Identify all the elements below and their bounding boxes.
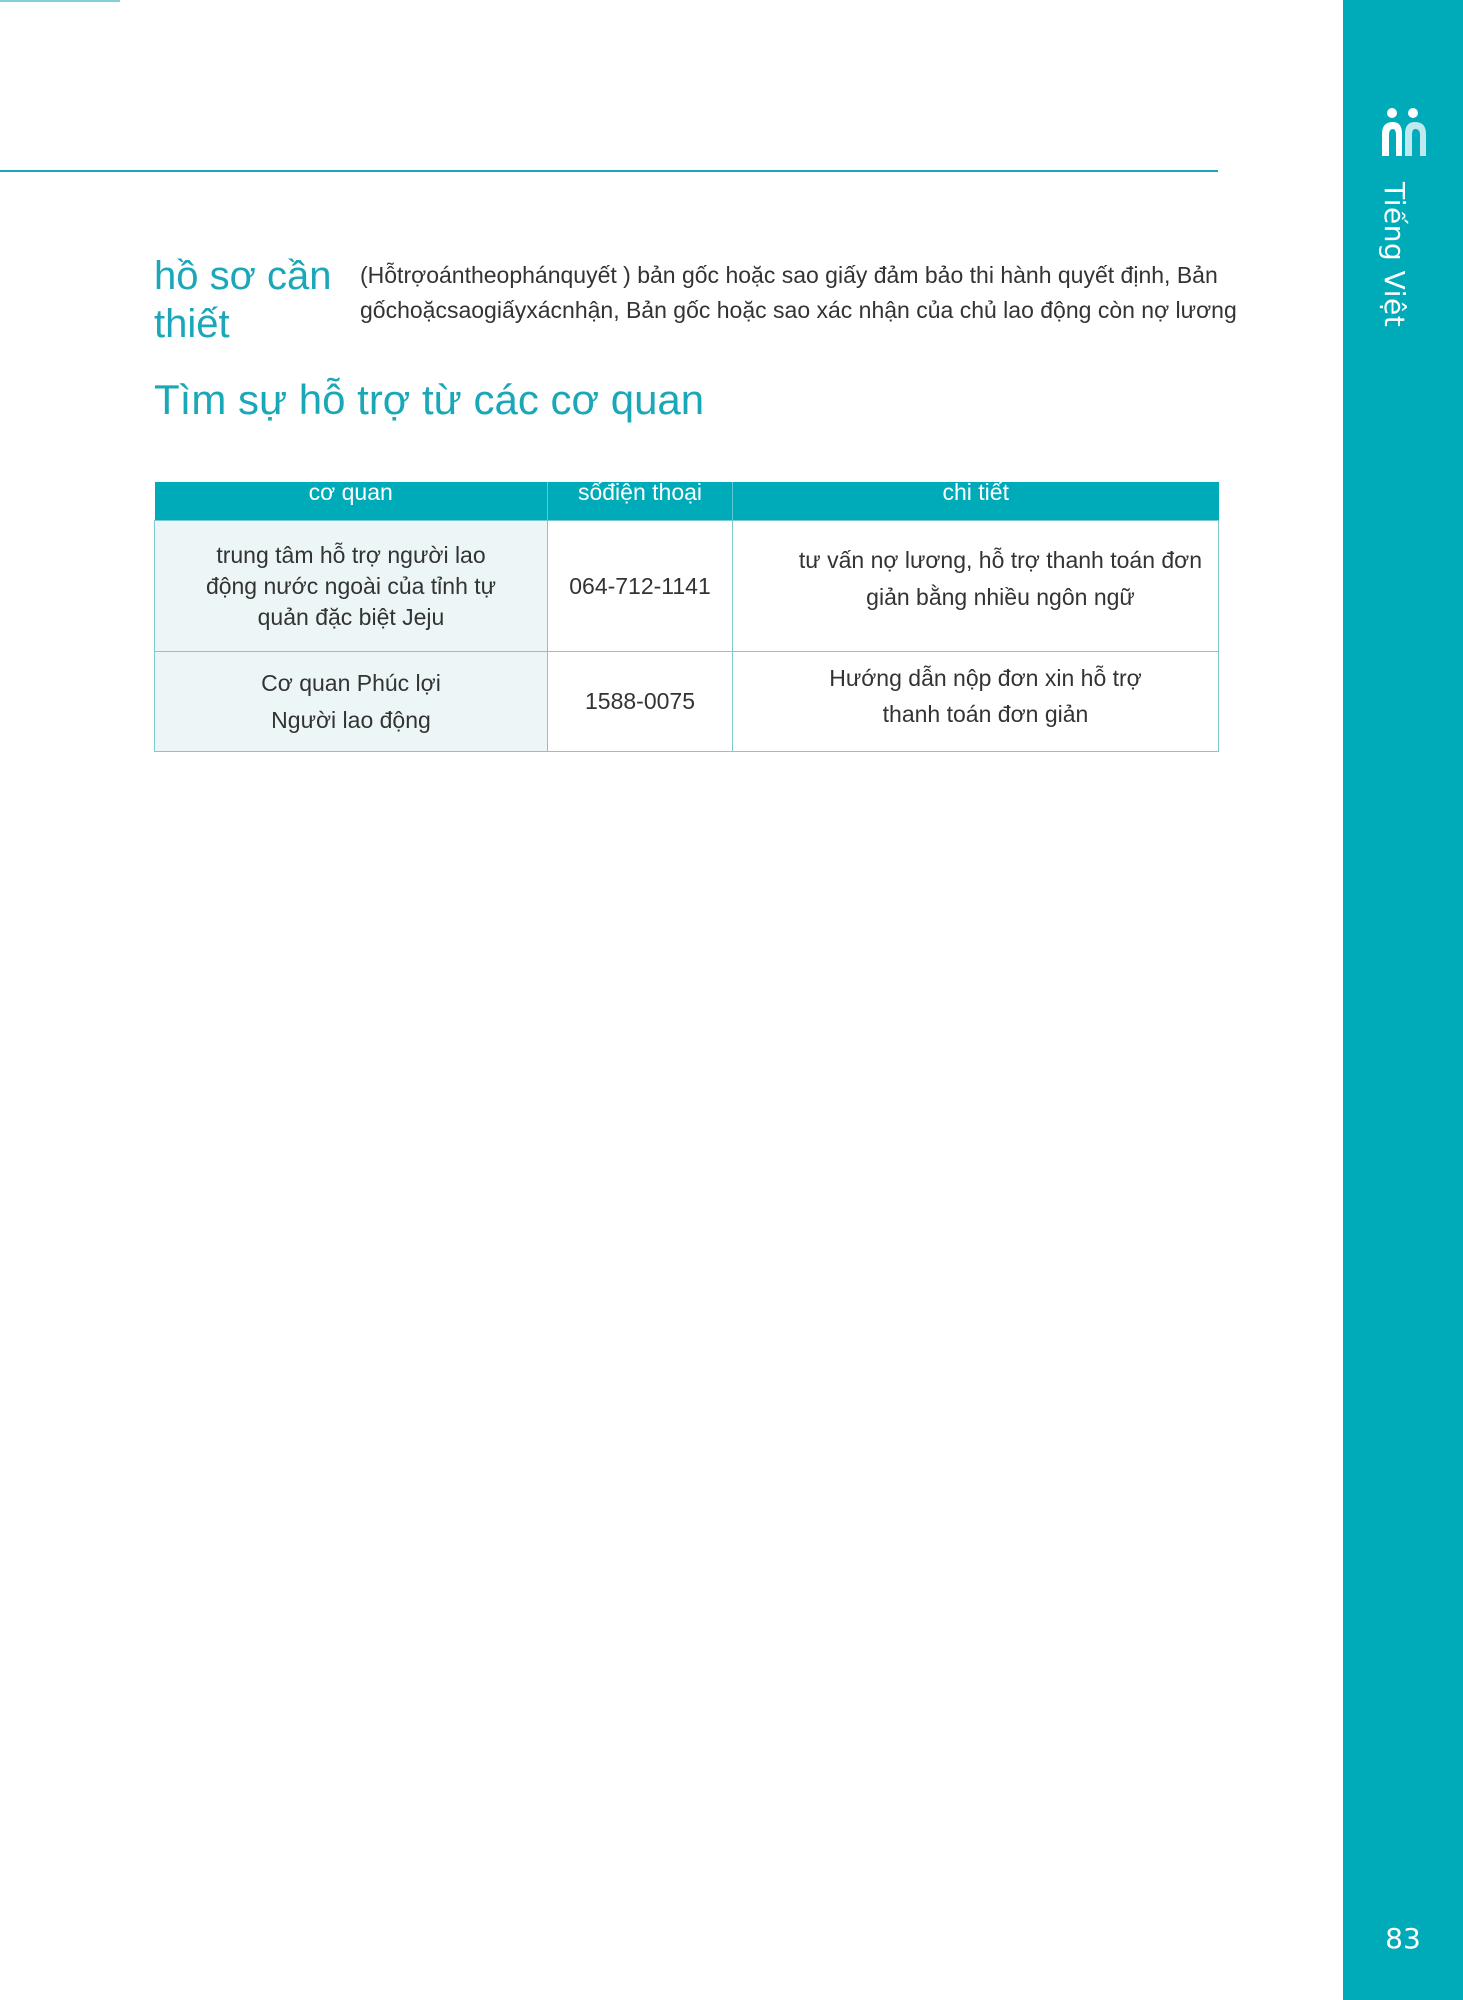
- column-header-phone: sốđiện thoại: [548, 482, 733, 521]
- agency-name-text: Cơ quan Phúc lợi Người lao động: [261, 669, 441, 733]
- table-header-row: [155, 482, 1219, 521]
- agency-phone: 1588-0075: [548, 652, 733, 752]
- language-label: Tiếng Việt: [1378, 182, 1411, 328]
- table-row: [155, 521, 1219, 652]
- agency-name: [155, 521, 548, 652]
- column-header-agency: cơ quan: [155, 482, 548, 521]
- agency-name-text: trung tâm hỗ trợ người lao động nước ngoài của tỉnh tự quản đặc biệt Jeju: [205, 541, 497, 630]
- agency-details-text: Hướng dẫn nộp đơn xin hỗ trợ thanh toán đơn giản: [829, 664, 1142, 727]
- page-number: 83: [1385, 1922, 1421, 1955]
- agency-name: [155, 652, 548, 752]
- header-rule: [0, 170, 1218, 172]
- agency-details-text: tư vấn nợ lương, hỗ trợ thanh toán đơn giản bằng nhiều ngôn ngữ: [798, 547, 1203, 610]
- required-documents-text: (Hỗtrợoántheophánquyết ) bản gốc hoặc sao giấy đảm bảo thi hành quyết định, Bản gốchoặcsaogiấyxácnhận, Bản gốc hoặc sao xác nhận của chủ lao động còn nợ lương: [360, 262, 1237, 323]
- agency-phone: 064-712-1141: [548, 521, 733, 652]
- table-row: [155, 652, 1219, 752]
- required-documents-title: hồ sơ cần thiết: [154, 254, 332, 346]
- top-decoration: [0, 0, 120, 2]
- column-header-details: chi tiết: [733, 482, 1219, 521]
- agency-table: [154, 479, 1219, 752]
- agency-details: [733, 521, 1219, 652]
- support-section-title: Tìm sự hỗ trợ từ các cơ quan: [154, 376, 705, 423]
- two-figures-logo-icon: [1380, 106, 1428, 156]
- agency-details: [733, 652, 1219, 752]
